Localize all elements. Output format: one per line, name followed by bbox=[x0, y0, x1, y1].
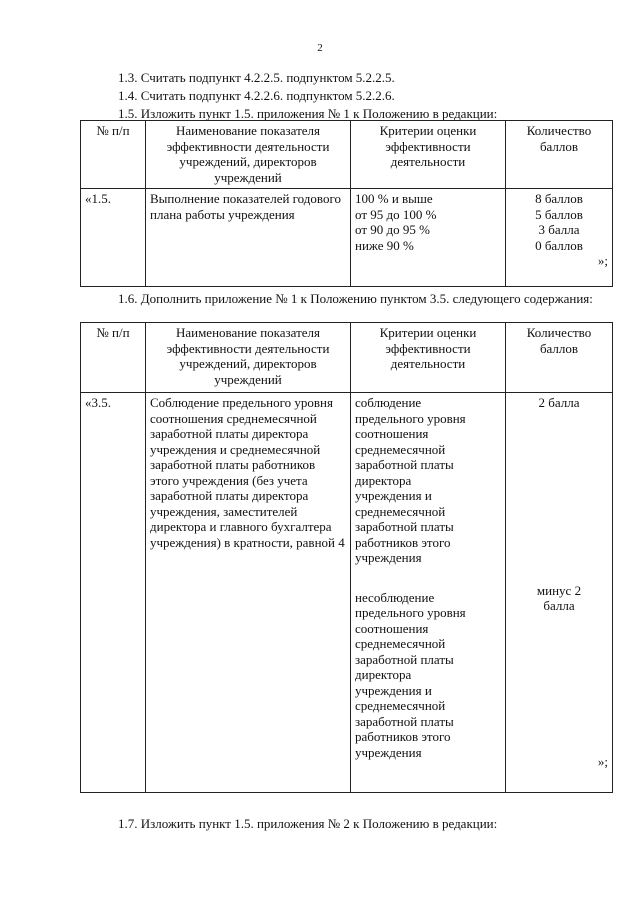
row-criteria bbox=[351, 189, 506, 287]
header-num: № п/п bbox=[81, 323, 146, 393]
row-points bbox=[506, 393, 613, 793]
criteria-line: от 90 до 95 % bbox=[355, 222, 430, 237]
row-indicator: Соблюдение предельного уровня соотношения среднемесячной заработной платы директора учреждения и среднемесячной заработной платы работников этого учреждения (без учета заработной платы директора учреждения, заместителей директора и главного бухгалтера учреждения) в кратности, равной 4 bbox=[146, 393, 351, 793]
page-number: 2 bbox=[317, 42, 323, 54]
points-line: 0 баллов bbox=[535, 237, 583, 253]
row-num: «1.5. bbox=[81, 189, 146, 287]
criteria-line: 100 % и выше bbox=[355, 191, 433, 206]
header-num: № п/п bbox=[81, 121, 146, 189]
row-indicator: Выполнение показателей годового плана работы учреждения bbox=[146, 189, 351, 287]
header-criteria: Критерии оценки эффективности деятельности bbox=[351, 121, 506, 189]
paragraph-1-7: 1.7. Изложить пункт 1.5. приложения № 2 к Положению в редакции: bbox=[118, 816, 498, 831]
points-line: 3 балла bbox=[538, 222, 580, 237]
row-num: «3.5. bbox=[81, 393, 146, 793]
table-row bbox=[81, 393, 613, 793]
table-row bbox=[81, 189, 613, 287]
table-2-header-row bbox=[81, 323, 613, 393]
paragraph-1-4: 1.4. Считать подпункт 4.2.2.6. подпунктом 5.2.2.6. bbox=[118, 88, 395, 103]
header-criteria: Критерии оценки эффективности деятельности bbox=[351, 323, 506, 393]
header-points: Количество баллов bbox=[506, 323, 613, 393]
closing-quote: »; bbox=[597, 753, 608, 769]
criteria-line: ниже 90 % bbox=[355, 237, 414, 253]
paragraph-1-5: 1.5. Изложить пункт 1.5. приложения № 1 к Положению в редакции: bbox=[118, 106, 498, 121]
points-line: 5 баллов bbox=[535, 206, 583, 222]
paragraph-1-3: 1.3. Считать подпункт 4.2.2.5. подпунктом 5.2.2.5. bbox=[118, 70, 395, 85]
row-criteria bbox=[351, 393, 506, 793]
table-1-header-row bbox=[81, 121, 613, 189]
header-points: Количество баллов bbox=[506, 121, 613, 189]
closing-quote: »; bbox=[597, 253, 608, 268]
row-points bbox=[506, 189, 613, 287]
table-2 bbox=[80, 322, 613, 793]
paragraph-1-6: 1.6. Дополнить приложение № 1 к Положению пунктом 3.5. следующего содержания: bbox=[118, 291, 593, 306]
points-noncompliance: минус 2 балла bbox=[536, 582, 582, 613]
header-indicator: Наименование показателя эффективности деятельности учреждений, директоров учреждений bbox=[146, 323, 351, 393]
header-indicator: Наименование показателя эффективности деятельности учреждений, директоров учреждений bbox=[146, 121, 351, 189]
criteria-compliance: соблюдение предельного уровня соотношения среднемесячной заработной платы директора учреждения и среднемесячной заработной платы работников этого учреждения bbox=[355, 395, 466, 565]
criteria-line: от 95 до 100 % bbox=[355, 206, 437, 222]
criteria-noncompliance: несоблюдение предельного уровня соотношения среднемесячной заработной платы директора учреждения и среднемесячной заработной платы работников этого учреждения bbox=[355, 589, 466, 760]
points-line: 8 баллов bbox=[535, 191, 583, 206]
table-1 bbox=[80, 120, 613, 287]
points-compliance: 2 балла bbox=[538, 395, 580, 410]
